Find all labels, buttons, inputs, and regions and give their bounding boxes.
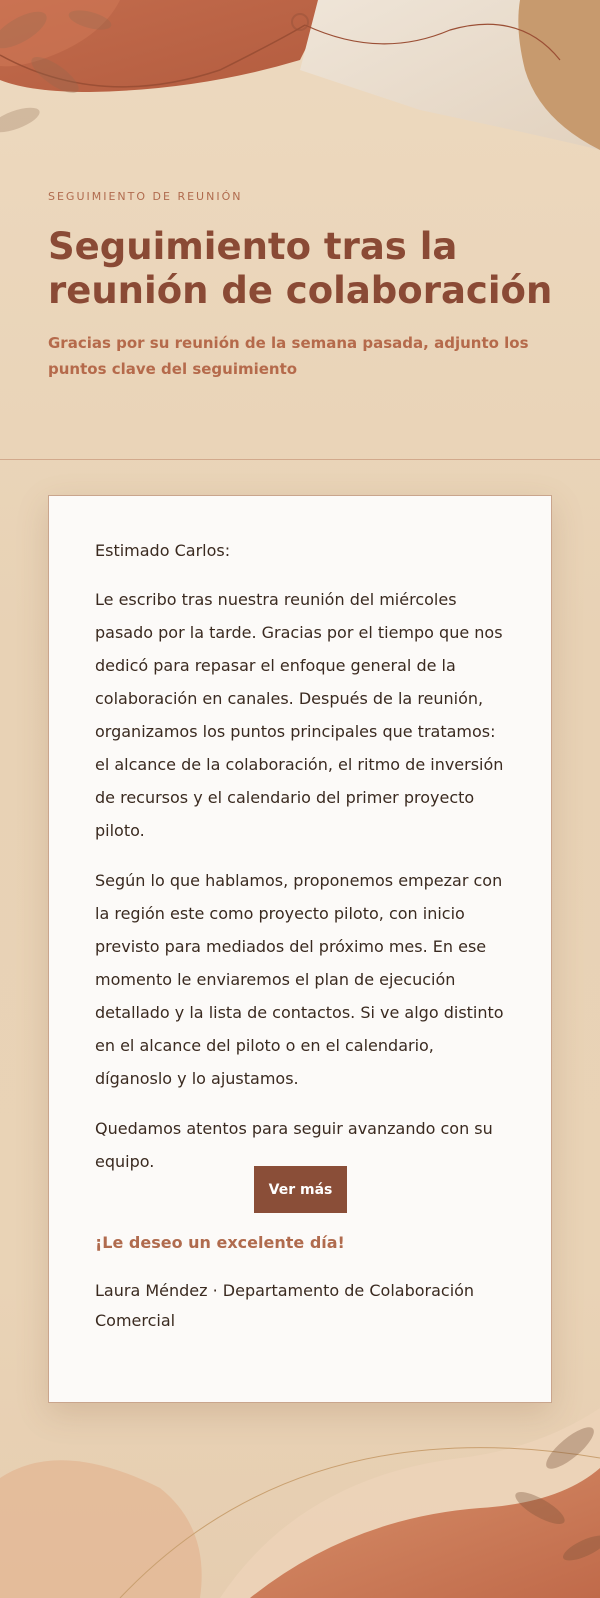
signature: Laura Méndez · Departamento de Colaboración Comercial [95,1281,475,1330]
closing-wish: ¡Le deseo un excelente día! [95,1233,345,1252]
eyebrow-label: SEGUIMIENTO DE REUNIÓN [48,190,243,203]
greeting: Estimado Carlos: [95,541,231,560]
paragraph-2: Según lo que hablamos, proponemos empezar con la región este como proyecto piloto, con inicio previsto para mediados del próximo mes. En ese momento le enviaremos el plan de ejecución detallado y la lista de contactos. Si ve algo distinto en el alcance del piloto o en el calendario, díganoslo y lo ajustamos. [95,871,504,1088]
paragraph-3: Quedamos atentos para seguir avanzando con su equipo. [95,1119,493,1171]
header-decoration-image [0,0,600,170]
header-divider [0,459,600,460]
paragraph-1: Le escribo tras nuestra reunión del miércoles pasado por la tarde. Gracias por el tiempo que nos dedicó para repasar el enfoque general de la colaboración en canales. Después de la reunión, organizamos los puntos principales que tratamos: el alcance de la colaboración, el ritmo de inversión de recursos y el calendario del primer proyecto piloto. [95,590,504,840]
letter-card [48,495,552,1403]
letter-body [95,536,507,1195]
footer-decoration-image [0,1368,600,1598]
page-title: Seguimiento tras la reunión de colaboración [48,225,553,312]
page-subtitle: Gracias por su reunión de la semana pasada, adjunto los puntos clave del seguimiento [48,334,529,378]
view-more-button[interactable]: Ver más [254,1166,347,1213]
